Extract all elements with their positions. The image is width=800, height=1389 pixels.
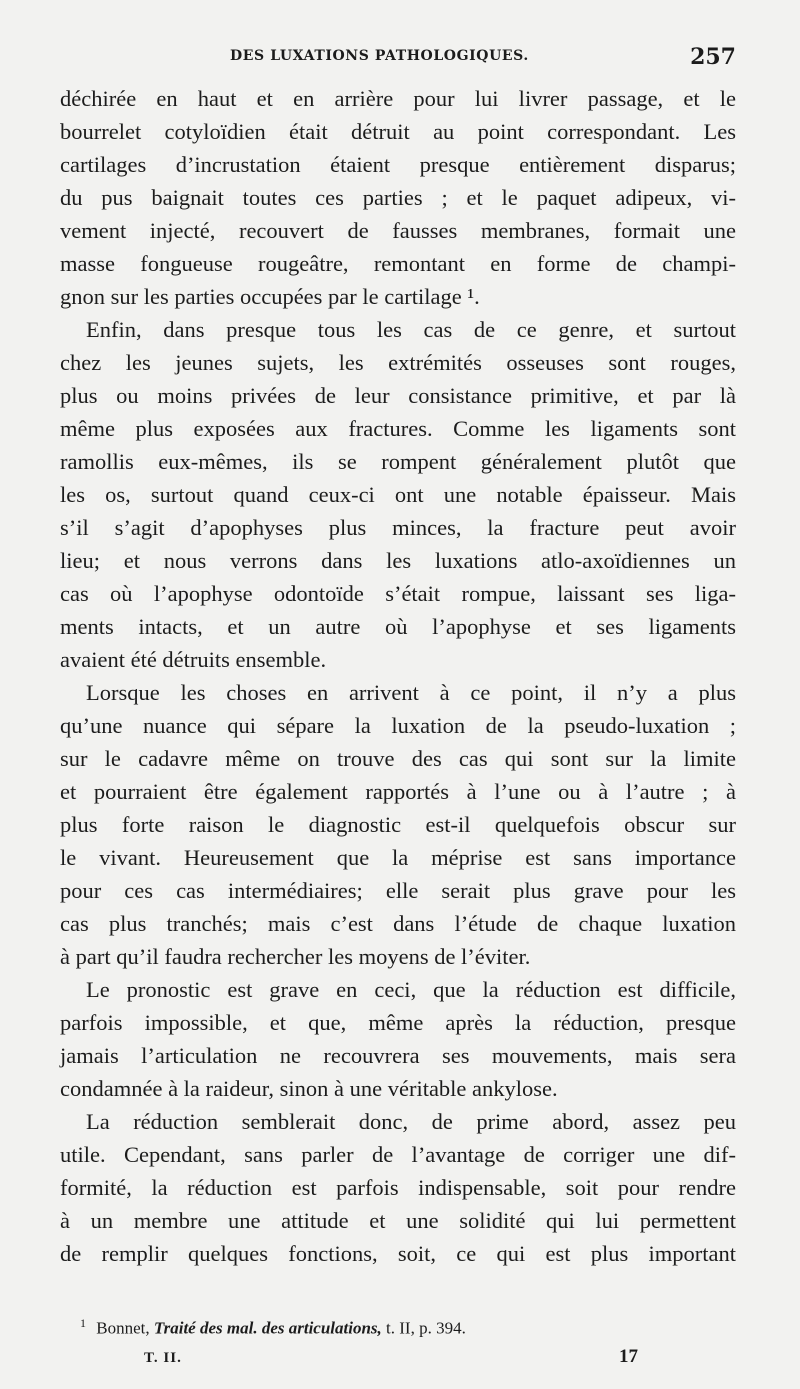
text-line: ments intacts, et un autre où l’apophyse et ses ligaments (60, 614, 736, 639)
page-header (60, 44, 736, 76)
text-line: lieu; et nous verrons dans les luxations atlo-axoïdiennes un (60, 548, 736, 573)
text-line: utile. Cependant, sans parler de l’avantage de corriger une dif- (60, 1142, 736, 1167)
text-line: plus ou moins privées de leur consistance primitive, et par là (60, 383, 736, 408)
text-line: même plus exposées aux fractures. Comme les ligaments sont (60, 416, 736, 441)
text-line: qu’une nuance qui sépare la luxation de la pseudo-luxation ; (60, 713, 736, 738)
text-line: Le pronostic est grave en ceci, que la réduction est difficile, (86, 977, 736, 1002)
text-line: s’il s’agit d’apophyses plus minces, la fracture peut avoir (60, 515, 736, 540)
page-body (60, 82, 736, 1270)
footnote-marker: 1 (80, 1316, 86, 1330)
text-line: Lorsque les choses en arrivent à ce point, il n’y a plus (86, 680, 736, 705)
text-line: pour ces cas intermédiaires; elle serait plus grave pour les (60, 878, 736, 903)
text-line: Enfin, dans presque tous les cas de ce genre, et surtout (86, 317, 736, 342)
text-line: à un membre une attitude et une solidité qui lui permettent (60, 1208, 736, 1233)
text-line: jamais l’articulation ne recouvrera ses mouvements, mais sera (60, 1043, 736, 1068)
signature-mark: T. II. (144, 1350, 182, 1366)
footnote-author: Bonnet, (96, 1318, 150, 1338)
text-line: de remplir quelques fonctions, soit, ce qui est plus important (60, 1241, 736, 1266)
footnote-reference: t. II, p. 394. (386, 1318, 466, 1338)
text-line: gnon sur les parties occupées par le cartilage ¹. (60, 284, 480, 309)
footnote (80, 1316, 466, 1339)
text-line: le vivant. Heureusement que la méprise est sans importance (60, 845, 736, 870)
text-line: déchirée en haut et en arrière pour lui livrer passage, et le (60, 86, 736, 111)
running-head: DES LUXATIONS PATHOLOGIQUES. (230, 48, 529, 64)
text-line: à part qu’il faudra rechercher les moyens de l’éviter. (60, 944, 531, 969)
text-line: condamnée à la raideur, sinon à une véritable ankylose. (60, 1076, 558, 1101)
text-line: plus forte raison le diagnostic est-il quelquefois obscur sur (60, 812, 736, 837)
text-line: cartilages d’incrustation étaient presque entièrement disparus; (60, 152, 736, 177)
sheet-number: 17 (619, 1346, 638, 1367)
text-line: formité, la réduction est parfois indispensable, soit pour rendre (60, 1175, 736, 1200)
text-line: chez les jeunes sujets, les extrémités osseuses sont rouges, (60, 350, 736, 375)
text-line: bourrelet cotyloïdien était détruit au point correspondant. Les (60, 119, 736, 144)
footnote-title: Traité des mal. des articulations, (153, 1318, 382, 1338)
text-line: et pourraient être également rapportés à l’une ou à l’autre ; à (60, 779, 736, 804)
text-line: masse fongueuse rougeâtre, remontant en forme de champi- (60, 251, 736, 276)
text-line: vement injecté, recouvert de fausses membranes, formait une (60, 218, 736, 243)
page-number: 257 (690, 44, 736, 70)
text-line: ramollis eux-mêmes, ils se rompent généralement plutôt que (60, 449, 736, 474)
text-line: avaient été détruits ensemble. (60, 647, 327, 672)
text-line: les os, surtout quand ceux-ci ont une notable épaisseur. Mais (60, 482, 736, 507)
text-line: sur le cadavre même on trouve des cas qui sont sur la limite (60, 746, 736, 771)
text-line: cas plus tranchés; mais c’est dans l’étude de chaque luxation (60, 911, 736, 936)
text-line: La réduction semblerait donc, de prime abord, assez peu (86, 1109, 736, 1134)
text-line: parfois impossible, et que, même après la réduction, presque (60, 1010, 736, 1035)
text-line: cas où l’apophyse odontoïde s’était rompue, laissant ses liga- (60, 581, 736, 606)
text-line: du pus baignait toutes ces parties ; et le paquet adipeux, vi- (60, 185, 736, 210)
